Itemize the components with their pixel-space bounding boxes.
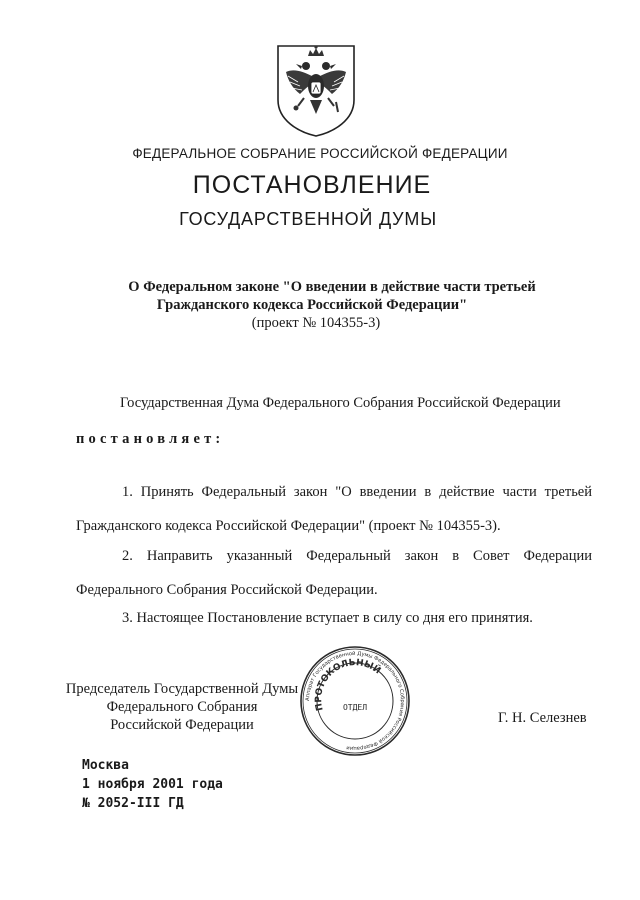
chairman-title-line-2: Федерального Собрания	[106, 699, 258, 715]
footer-number: № 2052-III ГД	[82, 796, 184, 811]
title-line-1: О Федеральном законе "О введении в действие части третьей	[128, 279, 536, 295]
document-title	[0, 278, 640, 332]
project-number: (проект № 104355-3)	[251, 315, 381, 331]
coat-of-arms-icon	[274, 42, 358, 138]
footer-city: Москва	[82, 758, 129, 773]
chairman-title	[52, 680, 312, 734]
title-line-2: Гражданского кодекса Российской Федерации"	[156, 297, 468, 313]
document-footer	[82, 756, 223, 813]
state-duma-heading: ГОСУДАРСТВЕННОЙ ДУМЫ	[179, 209, 437, 229]
stamp-center-text: ОТДЕЛ	[342, 703, 368, 712]
clause-2-line-1: 2. Направить указанный Федеральный закон в Совет Федерации	[122, 548, 592, 564]
resolves-word: постановляет:	[76, 431, 225, 447]
stamp-outer-ring-text: Аппарат Государственной Думы Федерального Собрания Российской Федерации	[304, 650, 406, 752]
chairman-title-line-1: Председатель Государственной Думы	[65, 681, 299, 697]
official-stamp	[298, 644, 412, 758]
federal-assembly-heading: ФЕДЕРАЛЬНОЕ СОБРАНИЕ РОССИЙСКОЙ ФЕДЕРАЦИИ	[132, 146, 508, 161]
footer-date: 1 ноября 2001 года	[82, 777, 223, 792]
clause-3-line-1: 3. Настоящее Постановление вступает в силу со дня его принятия.	[122, 610, 533, 626]
signer-name: Г. Н. Селезнев	[498, 710, 587, 726]
clause-1-line-1: 1. Принять Федеральный закон "О введении в действие части третьей	[122, 484, 592, 500]
stamp-inner-text: ПРОТОКОЛЬНЫЙ	[314, 658, 383, 712]
clause-1-line-2: Гражданского кодекса Российской Федерации" (проект № 104355-3).	[76, 518, 501, 534]
clause-2-line-2: Федерального Собрания Российской Федерации.	[76, 582, 378, 598]
intro-paragraph: Государственная Дума Федерального Собрания Российской Федерации	[120, 395, 561, 411]
decree-heading: ПОСТАНОВЛЕНИЕ	[192, 171, 432, 199]
chairman-title-line-3: Российской Федерации	[110, 717, 254, 733]
